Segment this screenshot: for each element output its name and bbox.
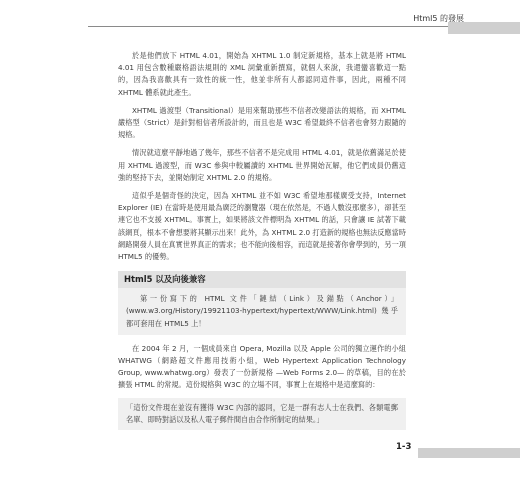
body-paragraph: 這似乎是個奇怪的決定，因為 XHTML 並不如 W3C 希望地那樣廣受支持，Internet Explorer (IE) 在當時是使用最為廣泛的瀏覽器（現在依然是，不過人數沒那麼多），卻甚至連它也不支援 XHTML。事實上，如果將該文件標明為 XHTML 的話，只會讓 IE 試著下載該網頁，根本不會想要將其顯示出來！此外，為 XHTML 2.0 打造新的規格也無法反應當時網路開發人員在真實世界真正的需求；也不能向後相容，而這就是接著你會學到的，另一項 HTML5 的優勢。 xyxy=(118,191,406,262)
note-text: 第一份寫下的 HTML 文件「鏈結（Link）及錨點（Anchor）」(www.w3.org/History/19921103-hypertext/hypertext/WWW/Link.html) 幾乎都可套用在 HTML5 上！ xyxy=(126,294,398,328)
running-title: Html5 的發展 xyxy=(413,14,464,23)
page-content xyxy=(118,50,406,430)
running-header xyxy=(0,0,520,36)
header-rule xyxy=(88,26,448,27)
body-paragraph: 情況就這麼平靜地過了幾年，那些不信者不是完成用 HTML 4.01，就是依舊滿足於使用 XHTML 過渡型，而 W3C 參與中較屬讀的 XHTML 世界開始瓦解，他它們成員仍舊這強的堅持下去，並開始制定 XHTML 2.0 的規格。 xyxy=(118,148,406,182)
note-box xyxy=(118,288,406,335)
quote-text: 「這份文件現在並沒有獲得 W3C 內部的認同，它是一群有志人士在我們、各類電郵名單、即時對話以及私人電子郵件間自由合作所制定的結果。」 xyxy=(126,402,398,424)
quote-box xyxy=(118,398,406,430)
footer-tab-bar xyxy=(418,448,520,458)
body-paragraph: XHTML 過渡型（Transitional）是用來幫助那些不信者改變語法的規格，而 XHTML 嚴格型（Strict）是針對相信者所設計的，而且也是 W3C 希望最終不信者也會努力跟隨的規格。 xyxy=(118,105,406,140)
page-number: 1-3 xyxy=(396,442,412,452)
section-heading: Html5 以及向後兼容 xyxy=(118,271,406,288)
body-paragraph: 在 2004 年 2 月，一個成員來自 Opera, Mozilla 以及 Apple 公司的獨立運作的小組 WHATWG（網路超文件應用技術小組，Web Hypertext Application Technology Group, www.whatwg.org）發表了一份新規格 —Web Forms 2.0— 的草稿，目的在於擴張 HTML 的常規。這份規格與 W3C 的立場不同，事實上在規格中是這麼寫的： xyxy=(118,343,406,390)
body-paragraph: 於是他們放下 HTML 4.01，開始為 XHTML 1.0 制定新規格，基本上就是將 HTML 4.01 用包含數種嚴格語法規則的 XML 詞彙重新撰寫，就個人來說，我還蠻喜歡這一點的，因為我喜歡具有一致性的統一性，他並非所有人都認同這件事，因此，兩種不同 XHTML 體系就此產生。 xyxy=(118,51,406,97)
